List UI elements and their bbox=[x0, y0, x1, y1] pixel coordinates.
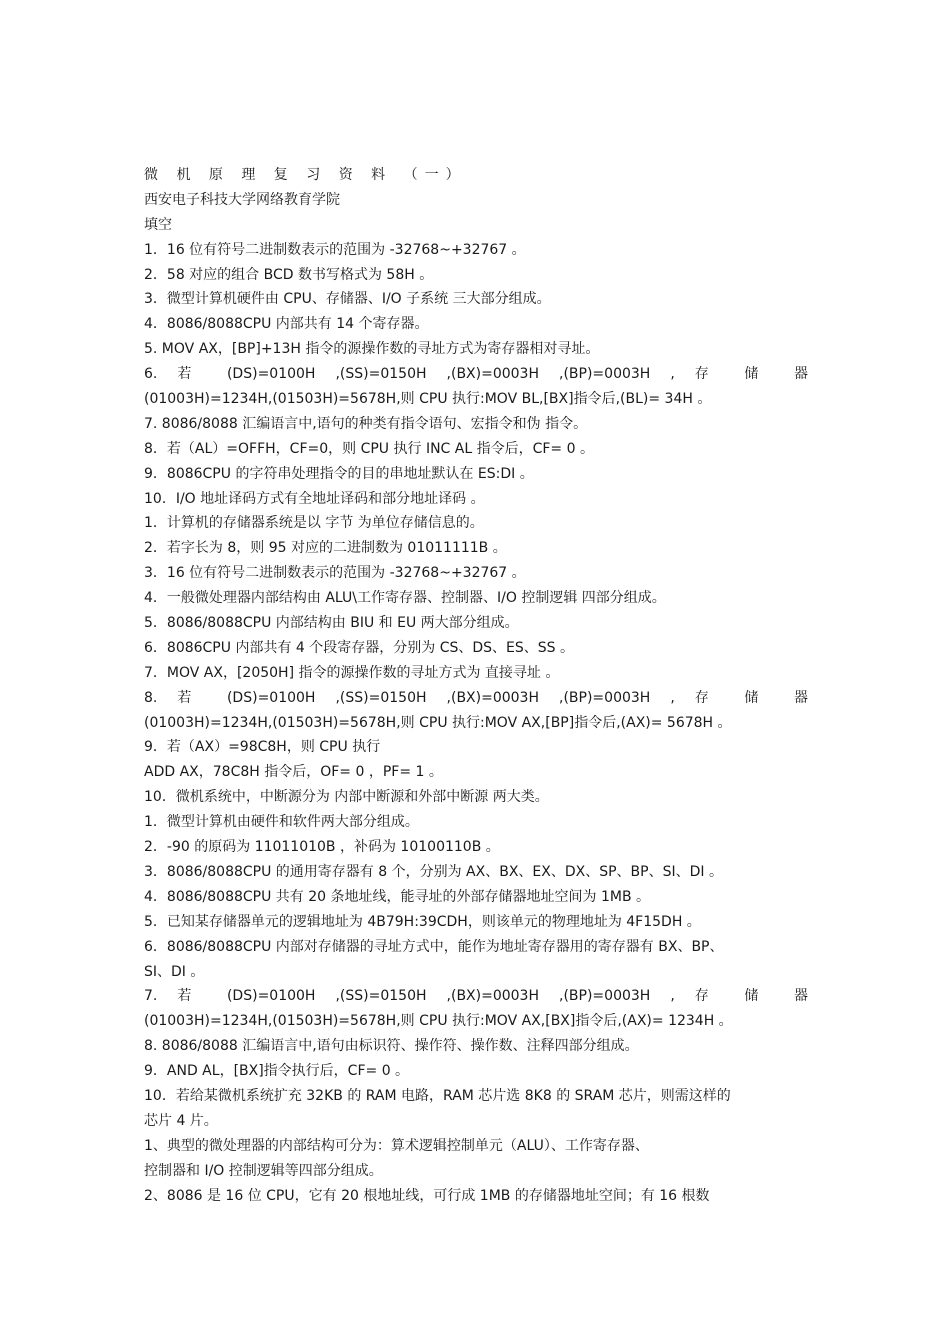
text-line: 9．若（AX）=98C8H，则 CPU 执行 bbox=[144, 739, 381, 756]
text-line: 10．I/O 地址译码方式有全地址译码和部分地址译码 。 bbox=[144, 490, 485, 507]
section-heading: 填空 bbox=[144, 216, 172, 233]
text-line: 3．8086/8088CPU 的通用寄存器有 8 个，分别为 AX、BX、EX、DX、SP、BP、SI、DI 。 bbox=[144, 863, 723, 880]
text-line: 3．16 位有符号二进制数表示的范围为 -32768~+32767 。 bbox=[144, 565, 526, 582]
text-line: 7. 若 (DS)=0100H ,(SS)=0150H ,(BX)=0003H ,(BP)=0003H , 存 储 器 bbox=[144, 988, 808, 1005]
text-line: 芯片 4 片。 bbox=[144, 1112, 218, 1129]
text-line: 3．微型计算机硬件由 CPU、存储器、I/O 子系统 三大部分组成。 bbox=[144, 291, 551, 308]
text-line: 8．若（AL）=OFFH，CF=0，则 CPU 执行 INC AL 指令后，CF= 0 。 bbox=[144, 440, 594, 457]
text-line: 控制器和 I/O 控制逻辑等四部分组成。 bbox=[144, 1162, 383, 1179]
document-title: 微 机 原 理 复 习 资 料 （一） bbox=[144, 167, 467, 183]
text-line: 9．AND AL，[BX]指令执行后，CF= 0 。 bbox=[144, 1063, 410, 1080]
text-line: 5．已知某存储器单元的逻辑地址为 4B79H:39CDH，则该单元的物理地址为 4F15DH 。 bbox=[144, 913, 701, 930]
text-line: 10．若给某微机系统扩充 32KB 的 RAM 电路，RAM 芯片选 8K8 的 SRAM 芯片，则需这样的 bbox=[144, 1087, 731, 1104]
text-line: 1．计算机的存储器系统是以 字节 为单位存储信息的。 bbox=[144, 515, 484, 532]
text-line: 1．微型计算机由硬件和软件两大部分组成。 bbox=[144, 814, 419, 831]
text-line: 1、典型的微处理器的内部结构可分为：算术逻辑控制单元（ALU）、工作寄存器、 bbox=[144, 1137, 649, 1154]
text-line: 4．一般微处理器内部结构由 ALU\工作寄存器、控制器、I/O 控制逻辑 四部分组成。 bbox=[144, 590, 666, 607]
text-line: 6．8086/8088CPU 内部对存储器的寻址方式中，能作为地址寄存器用的寄存器有 BX、BP、 bbox=[144, 938, 724, 955]
text-line: 1．16 位有符号二进制数表示的范围为 -32768~+32767 。 bbox=[144, 241, 526, 258]
text-line: 2、8086 是 16 位 CPU，它有 20 根地址线，可行成 1MB 的存储器地址空间；有 16 根数 bbox=[144, 1187, 710, 1204]
text-line: 10．微机系统中，中断源分为 内部中断源和外部中断源 两大类。 bbox=[144, 789, 549, 806]
text-line: 5. MOV AX，[BP]+13H 指令的源操作数的寻址方式为寄存器相对寻址。 bbox=[144, 341, 600, 358]
text-line: 4．8086/8088CPU 内部共有 14 个寄存器。 bbox=[144, 316, 429, 333]
text-line: 6. 若 (DS)=0100H ,(SS)=0150H ,(BX)=0003H ,(BP)=0003H , 存 储 器 bbox=[144, 366, 808, 383]
text-line: 4．8086/8088CPU 共有 20 条地址线，能寻址的外部存储器地址空间为 1MB 。 bbox=[144, 888, 651, 905]
text-line: ADD AX，78C8H 指令后，OF= 0 ，PF= 1 。 bbox=[144, 764, 443, 781]
text-line: 7. 8086/8088 汇编语言中,语句的种类有指令语句、宏指令和伪 指令。 bbox=[144, 415, 588, 432]
institution-name: 西安电子科技大学网络教育学院 bbox=[144, 191, 340, 208]
text-line: 2．58 对应的组合 BCD 数书写格式为 58H 。 bbox=[144, 266, 434, 283]
document-page bbox=[144, 163, 808, 1208]
text-line: 6．8086CPU 内部共有 4 个段寄存器，分别为 CS、DS、ES、SS 。 bbox=[144, 639, 574, 656]
text-line: 2．-90 的原码为 11011010B ，补码为 10100110B 。 bbox=[144, 839, 500, 856]
text-line: 9．8086CPU 的字符串处理指令的目的串地址默认在 ES:DI 。 bbox=[144, 465, 534, 482]
text-line: 8. 8086/8088 汇编语言中,语句由标识符、操作符、操作数、注释四部分组成。 bbox=[144, 1038, 639, 1055]
text-line: 2．若字长为 8，则 95 对应的二进制数为 01011111B 。 bbox=[144, 540, 507, 557]
text-line: 5．8086/8088CPU 内部结构由 BIU 和 EU 两大部分组成。 bbox=[144, 615, 519, 632]
text-line: 8. 若 (DS)=0100H ,(SS)=0150H ,(BX)=0003H ,(BP)=0003H , 存 储 器 bbox=[144, 689, 808, 706]
text-line: SI、DI 。 bbox=[144, 963, 205, 980]
text-line: 7．MOV AX，[2050H] 指令的源操作数的寻址方式为 直接寻址 。 bbox=[144, 664, 560, 681]
text-line: (01003H)=1234H,(01503H)=5678H,则 CPU 执行:MOV AX,[BP]指令后,(AX)= 5678H 。 bbox=[144, 714, 732, 731]
text-line: (01003H)=1234H,(01503H)=5678H,则 CPU 执行:MOV AX,[BX]指令后,(AX)= 1234H 。 bbox=[144, 1013, 733, 1030]
text-line: (01003H)=1234H,(01503H)=5678H,则 CPU 执行:MOV BL,[BX]指令后,(BL)= 34H 。 bbox=[144, 391, 712, 408]
